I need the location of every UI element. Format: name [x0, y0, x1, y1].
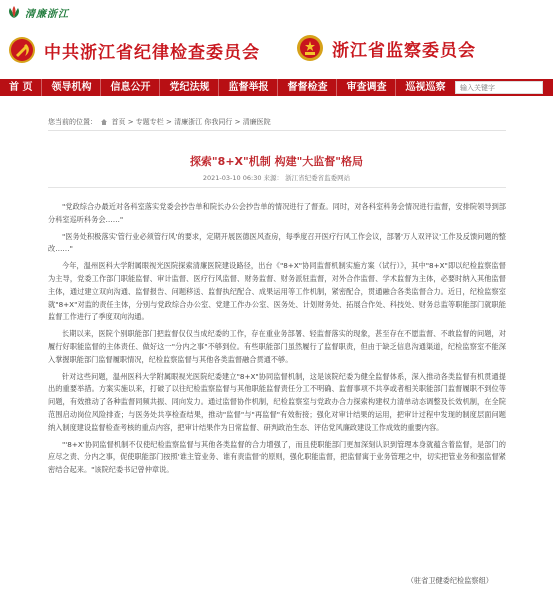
article-paragraph: "党政综合办最近对各科室落实党委会抄告单和院长办公会抄告单的情况进行了督查。同时，对各科室科务会情况进行监督，安排院领导到部分科室巡听科务会……" — [48, 202, 506, 224]
org-title-cpc: 中共浙江省纪律检查委员会 — [44, 42, 260, 63]
search-input[interactable] — [455, 81, 543, 94]
meta-divider — [48, 187, 506, 188]
nav-item-patrol[interactable]: 巡视巡察 — [405, 82, 446, 93]
site-header — [0, 0, 553, 78]
nav-item-inspection[interactable]: 督督检查 — [278, 79, 337, 96]
breadcrumb-clean-zhejiang[interactable]: 清廉浙江 你我同行 — [174, 118, 233, 126]
nav-item-investigation[interactable]: 审查调查 — [337, 79, 396, 96]
main-nav — [0, 79, 553, 96]
breadcrumb-divider — [48, 130, 506, 131]
site-logo[interactable] — [6, 4, 69, 20]
breadcrumb — [48, 117, 506, 127]
article-meta: 2021-03-10 06:30 来源： 浙江省纪委省监委网站 — [202, 174, 351, 182]
breadcrumb-topics[interactable]: 专题专栏 — [135, 118, 164, 126]
breadcrumb-separator: > — [166, 118, 175, 126]
nav-item-home[interactable]: 首 页 — [0, 79, 42, 96]
article-paragraph: 今年，温州医科大学附属眼视光医院探索清廉医院建设路径，出台《"8+X"协同监督机制实施方案（试行）》，其中"8+X"即以纪检监察监督为主导，党委工作部门职能监督、审计监督、医疗行风监督、财务监督、财务派驻监督，对外合作监督、学术监督为主体，必要时纳入其他监督主体，通过建立双向沟通、监督报告、问题移送、监督执纪配合、成果运用等工作机制，紧密配合，贯通融合各类监督合力。近日，纪检监察室就"8+X"对监的责任主体，分别与党政综合办公室、党建工作办公室、医务处、计划财务处、拓展合作处、科技处、财务总监等职能部门就职能监督工作进行了季度双向沟通。 — [48, 261, 506, 322]
nav-item-regulations[interactable]: 党纪法规 — [160, 79, 219, 96]
article-signature: （驻省卫健委纪检监察组） — [406, 576, 493, 585]
article-paragraph: 针对这些问题，温州医科大学附属眼视光医院纪委建立"8+X"协同监督机制，这是该院纪委为健全监督体系，深入推动各类监督有机贯通提出的重要举措。方案实施以来，打破了以往纪检监察监督与其他职能监督责任分工不明确、监督事项不共享或者相关职能部门监督履职不到位等问题，有效推动了各种监督同频共振、同向发力。通过监督协作机制，纪检监察室与党政办合力探索构建权力清单动态调整及长效机制，在全院范围启动岗位风险排查；与医务处共享检查结果，推动"监督"与"再监督"有效衔接；强化对审计结果的运用，把审计过程中发现的制度层面问题纳入制度建设监督检查考核的重点内容，把审计结果作为日常监督、研判政治生态、评估党风廉政建设工作成效的重要内容。 — [48, 371, 506, 432]
home-icon — [101, 119, 107, 125]
article-paragraph: "医务处积极落实'管行业必须管行风'的要求，定期开展医德医风查房，每季度召开医疗行风工作会议，部署'万人双评议'工作及反馈问题的整改……" — [48, 231, 506, 254]
nav-item-report[interactable]: 监督举报 — [219, 79, 278, 96]
nav-item-disclosure[interactable]: 信息公开 — [101, 79, 160, 96]
lotus-logo-icon — [6, 4, 22, 20]
article-paragraph: "'8+X'协同监督机制不仅使纪检监察监督与其他各类监督的合力增强了，而且使职能部门更加深刻认识到管理本身就蕴含着监督，是部门的应尽之责、分内之事，促使职能部门按照'谁主管业务、谁有责监督'的原则，强化职能监督，把监督寓于业务管理之中，切实把管业务和强监督紧密结合起来。"该院纪委书记曾仲章说。 — [48, 439, 506, 475]
org-supervision-commission[interactable] — [296, 34, 476, 62]
party-emblem-icon — [8, 36, 36, 64]
breadcrumb-separator: > — [127, 118, 136, 126]
org-title-supervision: 浙江省监察委员会 — [332, 40, 476, 61]
logo-text: 清廉浙江 — [25, 8, 69, 20]
article-paragraph: 长期以来，医院个别职能部门把监督仅仅当成纪委的工作，存在重业务部署、轻监督落实的现象，甚至存在不愿监督、不敢监督的问题，对履行好职能监督的主体责任、做好这一"分内之事"不够到位。有些职能部门虽然履行了监督职责，但由于缺乏信息沟通渠道，纪检监察室不能深入掌握职能部门监督履职情况，纪检监察监督与其他各类监督融合贯通不够。 — [48, 329, 506, 364]
article-title: 探索"8+X"机制 构建"大监督"格局 — [189, 155, 364, 168]
breadcrumb-clean-hospital[interactable]: 清廉医院 — [242, 118, 271, 126]
nav-item-leadership[interactable]: 领导机构 — [42, 79, 101, 96]
breadcrumb-home[interactable]: 首页 — [111, 118, 126, 126]
org-cpc-commission[interactable] — [8, 36, 260, 64]
article-body — [48, 201, 506, 477]
breadcrumb-separator: > — [234, 118, 243, 126]
breadcrumb-prefix: 您当前的位置： — [48, 118, 97, 126]
national-emblem-icon — [296, 34, 324, 62]
